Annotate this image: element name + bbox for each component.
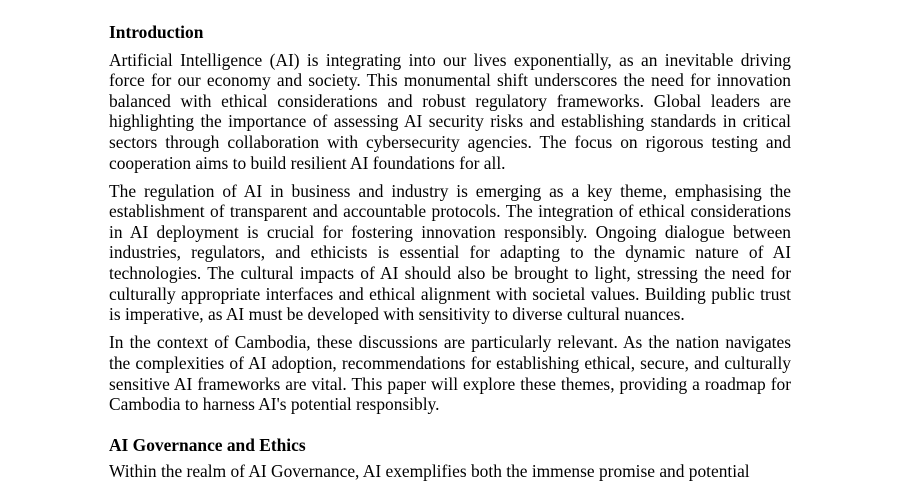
paragraph-governance-1: Within the realm of AI Governance, AI exemplifies both the immense promise and potential bbox=[109, 461, 750, 482]
paragraph-intro-1: Artificial Intelligence (AI) is integrating into our lives exponentially, as an inevitable driving force for our economy and society. This monumental shift underscores the need for innovation balanced with ethical considerations and robust regulatory frameworks. Global leaders are highlighting the importance of assessing AI security risks and establishing standards in critical sectors through collaboration with cybersecurity agencies. The focus on rigorous testing and cooperation aims to build resilient AI foundations for all. bbox=[109, 49, 791, 173]
paragraph-intro-2: The regulation of AI in business and industry is emerging as a key theme, emphasising the establishment of transparent and accountable protocols. The integration of ethical considerations in AI deployment is crucial for fostering innovation responsibly. Ongoing dialogue between industries, regulators, and ethicists is essential for adapting to the dynamic nature of AI technologies. The cultural impacts of AI should also be brought to light, stressing the need for culturally appropriate interfaces and ethical alignment with societal values. Building public trust is imperative, as AI must be developed with sensitivity to diverse cultural nuances. bbox=[109, 180, 791, 325]
document-page bbox=[109, 22, 791, 482]
paragraph-intro-3: In the context of Cambodia, these discussions are particularly relevant. As the nation navigates the complexities of AI adoption, recommendations for establishing ethical, secure, and culturally sensitive AI frameworks are vital. This paper will explore these themes, providing a roadmap for Cambodia to harness AI's potential responsibly. bbox=[109, 332, 791, 415]
section-heading-introduction: Introduction bbox=[109, 22, 204, 42]
section-heading-ai-governance: AI Governance and Ethics bbox=[109, 434, 306, 455]
